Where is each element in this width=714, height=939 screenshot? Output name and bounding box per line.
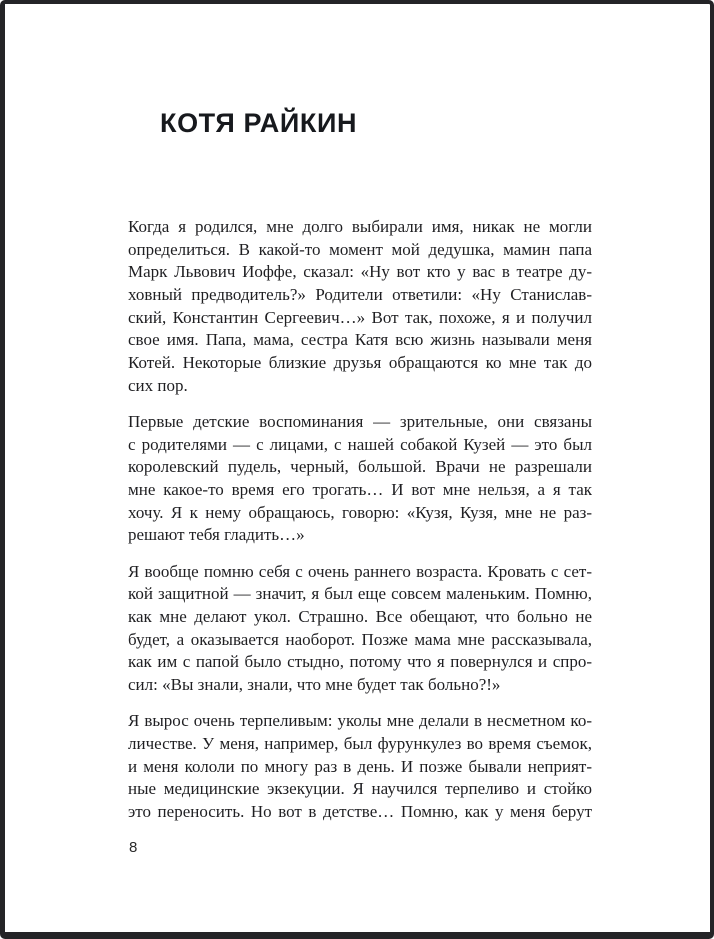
text-line: свое имя. Папа, мама, сестра Катя всю жизнь называли меня [128, 330, 592, 350]
text-line: как им с папой было стыдно, потому что я повернулся и спро- [128, 652, 592, 672]
text-line: Когда я родился, мне долго выбирали имя, никак не могли [128, 217, 592, 236]
text-line: мне какое-то время его трогать… И вот мне нельзя, а я так [128, 480, 592, 500]
paragraph [128, 710, 592, 823]
text-line: кой защитной — значит, я был еще совсем маленьким. Помню, [128, 584, 592, 604]
text-line: ский, Константин Сергеевич…» Вот так, похоже, я и получил [128, 307, 592, 327]
chapter-title: КОТЯ РАЙКИН [160, 108, 358, 138]
text-line: Марк Львович Иоффе, сказал: «Ну вот кто у вас в театре ду- [128, 262, 592, 282]
text-line: Я вообще помню себя с очень раннего возраста. Кровать с сет- [128, 561, 592, 581]
text-line: и меня кололи по многу раз в день. И позже бывали неприят- [128, 756, 592, 776]
page-number: 8 [129, 839, 138, 856]
text-line: личестве. У меня, например, был фурункулез во время съемок, [128, 733, 592, 753]
paragraph [128, 411, 592, 547]
text-line: с родителями — с лицами, с нашей собакой Кузей — это был [128, 434, 592, 454]
text-line: Я вырос очень терпеливым: уколы мне делали в несметном ко- [128, 711, 592, 731]
text-line: будет, а оказывается наоборот. Позже мама мне рассказывала, [128, 629, 592, 649]
paragraph [128, 561, 592, 697]
text-line: ховный предводитель?» Родители ответили: «Ну Станислав- [128, 285, 592, 305]
text-line: ные медицинские экзекуции. Я научился терпеливо и стойко [128, 779, 592, 799]
text-line: Первые детские воспоминания — зрительные, они связаны [128, 412, 592, 431]
paragraph [128, 216, 592, 398]
body-text [128, 216, 592, 837]
text-line: хочу. Я к нему обращаюсь, говорю: «Кузя, Кузя, мне не раз- [128, 502, 592, 522]
text-line: решают тебя гладить…» [128, 525, 305, 545]
text-line: это переносить. Но вот в детстве… Помню, как у меня берут [128, 802, 592, 821]
text-line: определиться. В какой-то момент мой дедушка, мамин папа [128, 239, 592, 259]
text-line: сих пор. [128, 375, 188, 395]
text-line: как мне делают укол. Страшно. Все обещают, что больно не [128, 607, 592, 626]
text-line: Котей. Некоторые близкие друзья обращаются ко мне так до [128, 353, 592, 373]
text-line: сил: «Вы знали, знали, что мне будет так больно?!» [128, 675, 501, 695]
text-line: королевский пудель, черный, большой. Врачи не разрешали [128, 457, 592, 477]
